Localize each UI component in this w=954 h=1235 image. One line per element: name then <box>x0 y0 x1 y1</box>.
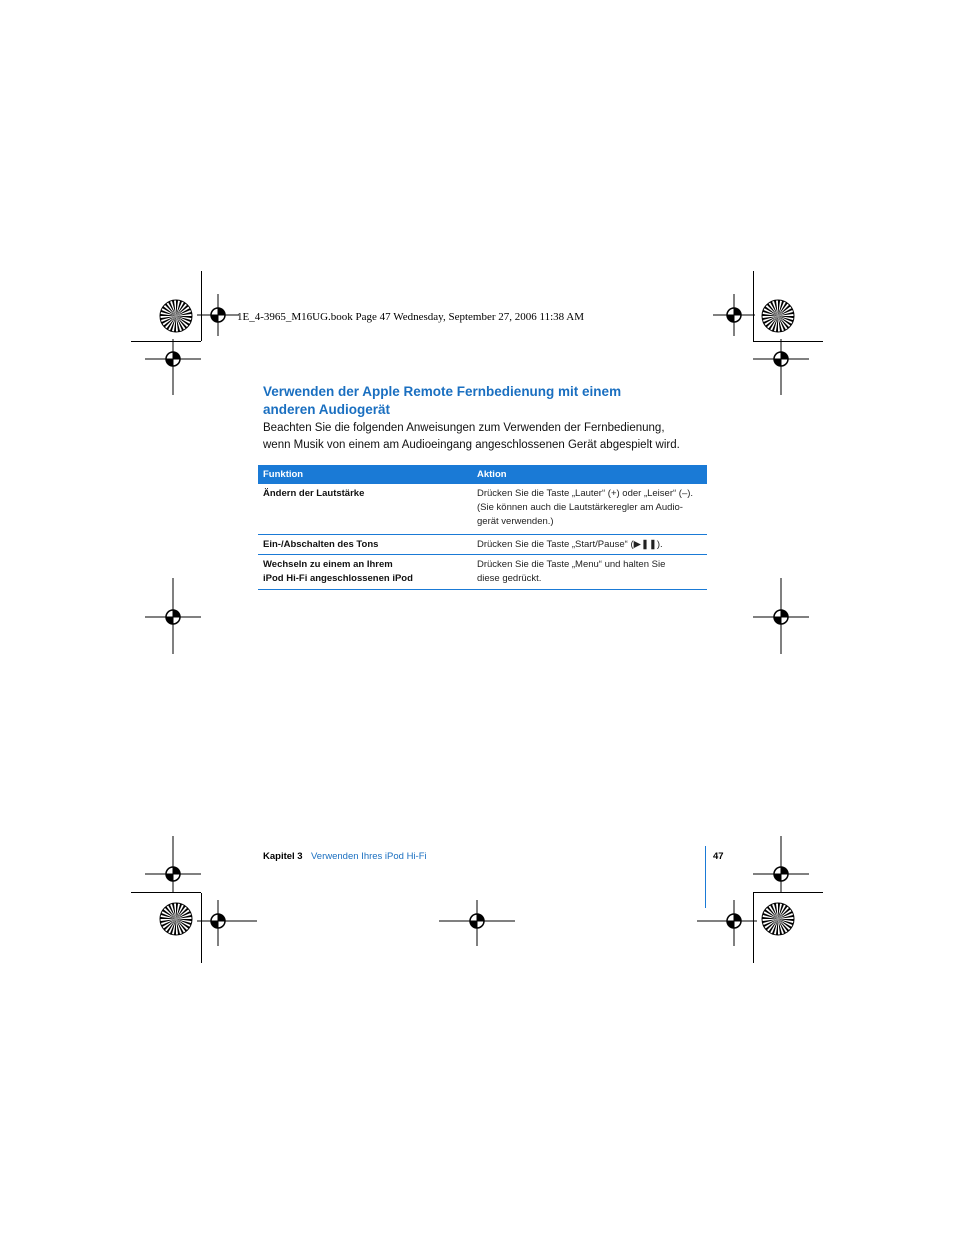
cell-aktion <box>477 538 707 554</box>
cell-line: Ändern der Lautstärke <box>263 488 365 499</box>
cell-line: (Sie können auch die Lautstärkeregler am Audio- <box>477 502 683 513</box>
cell-line: diese gedrückt. <box>477 573 542 584</box>
function-table <box>258 465 707 590</box>
table-row <box>258 555 707 590</box>
heading-line: Verwenden der Apple Remote Fernbedienung mit einem <box>263 384 622 399</box>
footer-chapter-title: Verwenden Ihres iPod Hi-Fi <box>311 851 427 862</box>
crop-line <box>753 892 823 893</box>
cell-line: gerät verwenden.) <box>477 516 554 527</box>
registration-target-icon <box>753 339 809 395</box>
cell-line: Drücken Sie die Taste „Lauter“ (+) oder „Leiser“ (–). <box>477 488 694 499</box>
starburst-mark-icon <box>761 299 795 333</box>
table-header <box>258 465 707 484</box>
starburst-mark-icon <box>761 902 795 936</box>
registration-target-icon <box>197 900 257 946</box>
cell-line: Drücken Sie die Taste „Menu“ und halten Sie <box>477 559 666 570</box>
cell-aktion <box>477 487 707 534</box>
cell-line: Wechseln zu einem an Ihrem <box>263 559 393 570</box>
footer-chapter: Kapitel 3 <box>263 851 303 862</box>
registration-target-icon <box>197 294 239 336</box>
registration-target-icon <box>753 578 809 654</box>
print-header: 1E_4-3965_M16UG.book Page 47 Wednesday, September 27, 2006 11:38 AM <box>237 311 585 323</box>
footer-divider <box>705 846 706 908</box>
registration-target-icon <box>697 900 757 946</box>
intro-line: Beachten Sie die folgenden Anweisungen zum Verwenden der Fernbedienung, <box>263 422 665 434</box>
cell-funktion <box>258 487 477 534</box>
cell-line: iPod Hi-Fi angeschlossenen iPod <box>263 573 413 584</box>
registration-target-icon <box>439 900 515 946</box>
cell-line: Drücken Sie die Taste „Start/Pause“ (▶❚❚). <box>477 539 663 550</box>
registration-target-icon <box>145 339 201 395</box>
section-heading <box>263 383 683 419</box>
intro-line: wenn Musik von einem am Audioeingang angeschlossenen Gerät abgespielt wird. <box>263 439 680 451</box>
column-header-aktion: Aktion <box>477 469 507 480</box>
starburst-mark-icon <box>159 299 193 333</box>
intro-paragraph <box>263 420 713 454</box>
heading-line: anderen Audiogerät <box>263 402 391 417</box>
column-header-funktion: Funktion <box>263 469 304 480</box>
crop-line <box>131 892 201 893</box>
table-row <box>258 535 707 555</box>
cell-funktion <box>258 538 477 554</box>
cell-aktion <box>477 558 707 589</box>
table-row <box>258 484 707 535</box>
starburst-mark-icon <box>159 902 193 936</box>
page-number: 47 <box>713 851 724 862</box>
registration-target-icon <box>753 836 809 892</box>
registration-target-icon <box>145 578 201 654</box>
cell-line: Ein-/Abschalten des Tons <box>263 539 379 550</box>
registration-target-icon <box>145 836 201 892</box>
cell-funktion <box>258 558 477 589</box>
registration-target-icon <box>713 294 755 336</box>
